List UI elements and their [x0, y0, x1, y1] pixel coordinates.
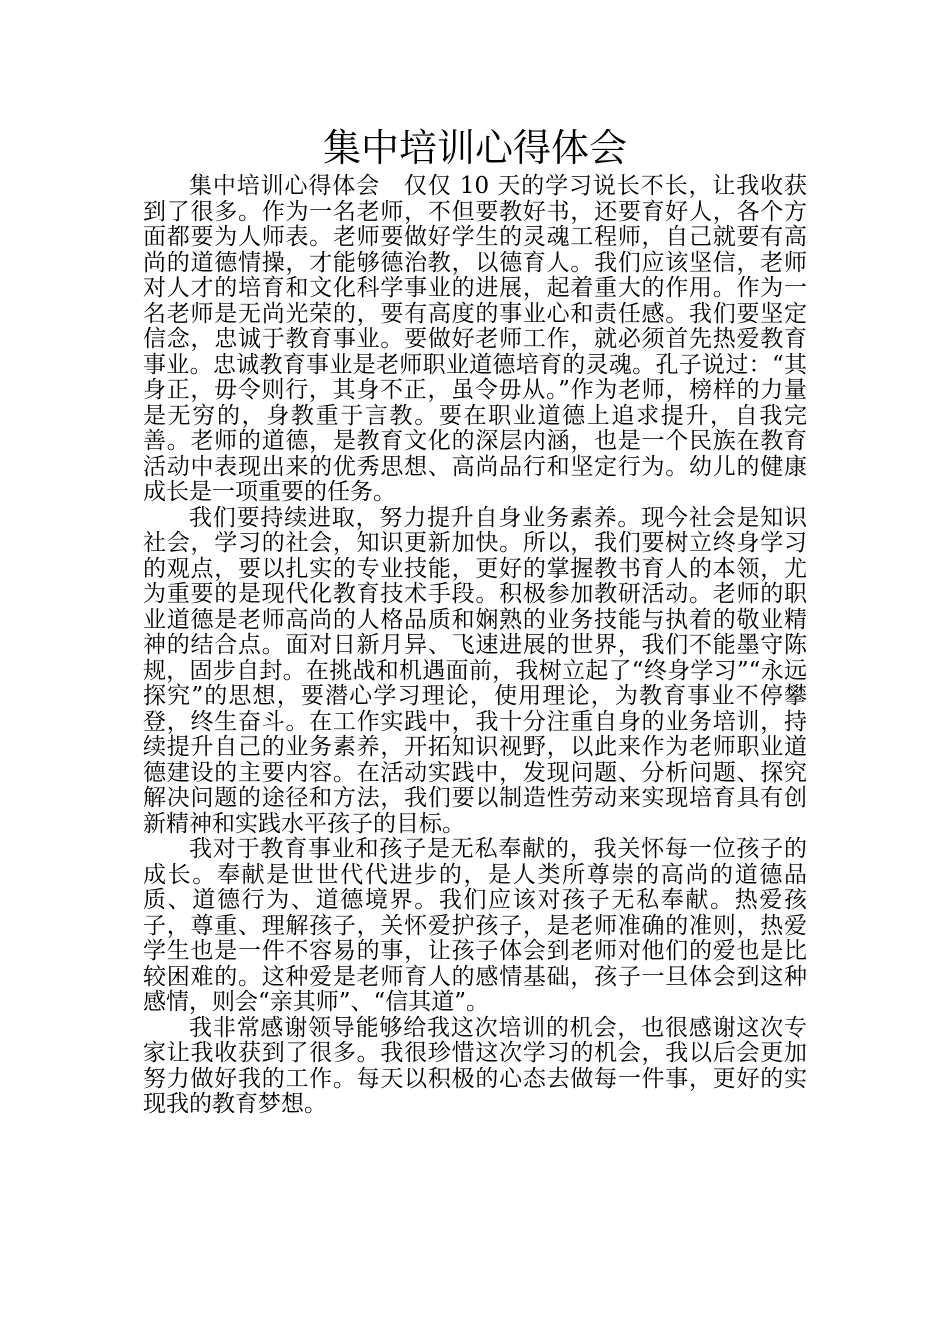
paragraph-1: 集中培训心得体会 仅仅 10 天的学习说长不长，让我收获到了很多。作为一名老师，不但要教好书，还要育好人，各个方面都要为人师表。老师要做好学生的灵魂工程师，自己就要有高尚的道德情操，才能够德治教，以德育人。我们应该坚信，老师对人才的培育和文化科学事业的进展，起着重大的作用。作为一名老师是无尚光荣的，要有高度的事业心和责任感。我们要坚定信念，忠诚于教育事业。要做好老师工作，就必须首先热爱教育事业。忠诚教育事业是老师职业道德培育的灵魂。孔子说过：“其身正，毋令则行，其身不正，虽令毋从。”作为老师，榜样的力量是无穷的，身教重于言教。要在职业道德上追求提升，自我完善。老师的道德，是教育文化的深层内涵，也是一个民族在教育活动中表现出来的优秀思想、高尚品行和坚定行为。幼儿的健康成长是一项重要的任务。: [143, 173, 807, 505]
paragraph-2: 我们要持续进取，努力提升自身业务素养。现今社会是知识社会，学习的社会，知识更新加快。所以，我们要树立终身学习的观点，要以扎实的专业技能，更好的掌握教书育人的本领，尤为重要的是现代化教育技术手段。积极参加教研活动。老师的职业道德是老师高尚的人格品质和娴熟的业务技能与执着的敬业精神的结合点。面对日新月异、飞速进展的世界，我们不能墨守陈规，固步自封。在挑战和机遇面前，我树立起了“终身学习”“永远探究”的思想，要潜心学习理论，使用理论，为教育事业不停攀登，终生奋斗。在工作实践中，我十分注重自身的业务培训，持续提升自己的业务素养，开拓知识视野，以此来作为老师职业道德建设的主要内容。在活动实践中，发现问题、分析问题、探究解决问题的途径和方法，我们要以制造性劳动来实现培育具有创新精神和实践水平孩子的目标。: [143, 504, 807, 837]
paragraph-3: 我对于教育事业和孩子是无私奉献的，我关怀每一位孩子的成长。奉献是世世代代进步的，是人类所尊崇的高尚的道德品质、道德行为、道德境界。我们应该对孩子无私奉献。热爱孩子，尊重、理解孩子，关怀爱护孩子，是老师准确的准则，热爱学生也是一件不容易的事，让孩子体会到老师对他们的爱也是比较困难的。这种爱是老师育人的感情基础，孩子一旦体会到这种感情，则会“亲其师”、“信其道”。: [143, 836, 807, 1015]
document-title: 集中培训心得体会: [322, 126, 627, 170]
document-body: [143, 174, 807, 1118]
paragraph-4: 我非常感谢领导能够给我这次培训的机会，也很感谢这次专家让我收获到了很多。我很珍惜这次学习的机会，我以后会更加努力做好我的工作。每天以积极的心态去做每一件事，更好的实现我的教育梦想。: [143, 1014, 807, 1117]
